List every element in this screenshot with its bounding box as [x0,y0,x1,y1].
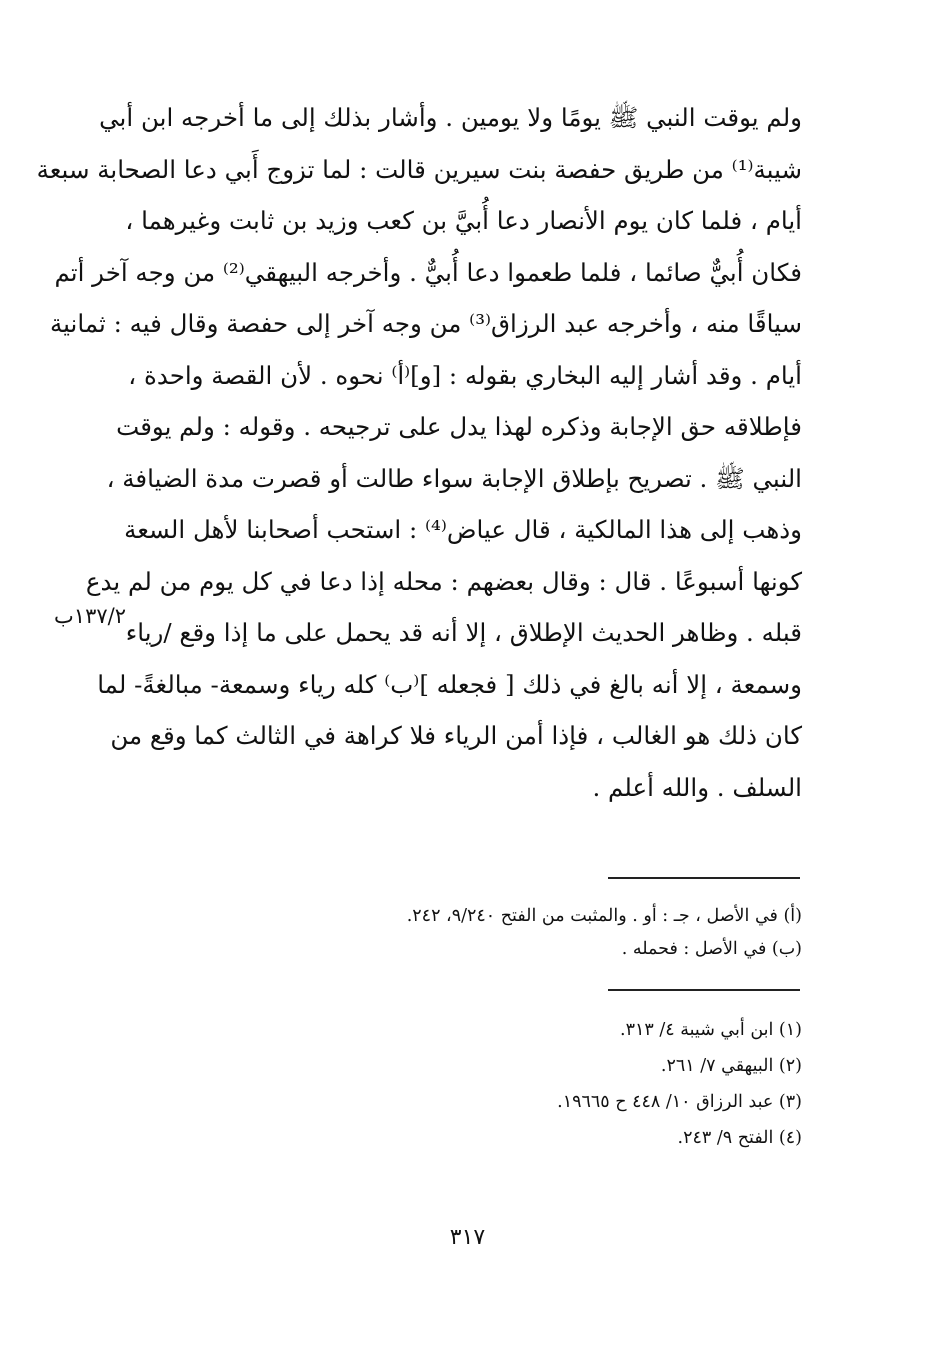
body-line: فإطلاقه حق الإجابة وذكره لهذا يدل على ترجيحه . وقوله : ولم يوقت [116,412,802,441]
body-line: كان ذلك هو الغالب ، فإذا أمن الرياء فلا كراهة في الثالث كما وقع من [110,721,802,750]
source-notes [300,1012,802,1156]
page-number: ٣١٧ [449,1225,486,1250]
source-note: (٤) الفتح ٩/ ٢٤٣. [677,1128,802,1148]
apparatus-note: (ب) في الأصل : فحمله . [621,939,802,959]
body-line: أيام . وقد أشار إليه البخاري بقوله : [و]⁽أ⁾ نحوه . لأن القصة واحدة ، [128,360,802,390]
body-line: قبله . وظاهر الحديث الإطلاق ، إلا أنه قد يحمل على ما إذا وقع /رياء [125,618,802,647]
body-line: السلف . والله أعلم . [592,772,802,802]
apparatus-notes [300,900,802,966]
body-line: فكان أُبيٌّ صائما ، فلما طعموا دعا أُبيٌّ . وأخرجه البيهقي⁽²⁾ من وجه آخر أتم [54,257,802,287]
body-line: كونها أسبوعًا . قال : وقال بعضهم : محله إذا دعا في كل يوم من لم يدع [85,566,802,596]
body-line: أيام ، فلما كان يوم الأنصار دعا أُبيَّ بن كعب وزيد بن ثابت وغيرهما ، [125,206,802,235]
source-note: (٢) البيهقي ٧/ ٢٦١. [660,1056,802,1076]
body-line: وذهب إلى هذا المالكية ، قال عياض⁽⁴⁾ : استحب أصحابنا لأهل السعة [124,515,802,544]
source-note: (١) ابن أبي شيبة ٤/ ٣١٣. [620,1020,802,1040]
apparatus-note: (أ) في الأصل ، جـ : أو . والمثبت من الفتح ٩/٢٤٠، ٢٤٢. [406,906,802,926]
source-note: (٣) عبد الرزاق ١٠/ ٤٤٨ ح ١٩٦٦٥. [557,1092,802,1112]
body-line: النبي ﷺ . تصريح بإطلاق الإجابة سواء طالت أو قصرت مدة الضيافة ، [106,463,802,493]
body-line: شيبة⁽¹⁾ من طريق حفصة بنت سيرين قالت : لما تزوج أَبي دعا الصحابة سبعة [36,154,802,184]
footnote-divider [608,877,800,879]
body-line: وسمعة ، إلا أنه بالغ في ذلك [ فجعله ]⁽ب⁾ كله رياء وسمعة- مبالغةً- لما [97,669,802,699]
body-line: سياقًا منه ، وأخرجه عبد الرزاق⁽³⁾ من وجه آخر إلى حفصة وقال فيه : ثمانية [50,309,802,338]
footnote-divider [608,989,800,991]
body-line: ولم يوقت النبي ﷺ يومًا ولا يومين . وأشار بذلك إلى ما أخرجه ابن أبي [99,103,802,132]
margin-folio-note: ١٣٧/٢ب [54,604,126,628]
